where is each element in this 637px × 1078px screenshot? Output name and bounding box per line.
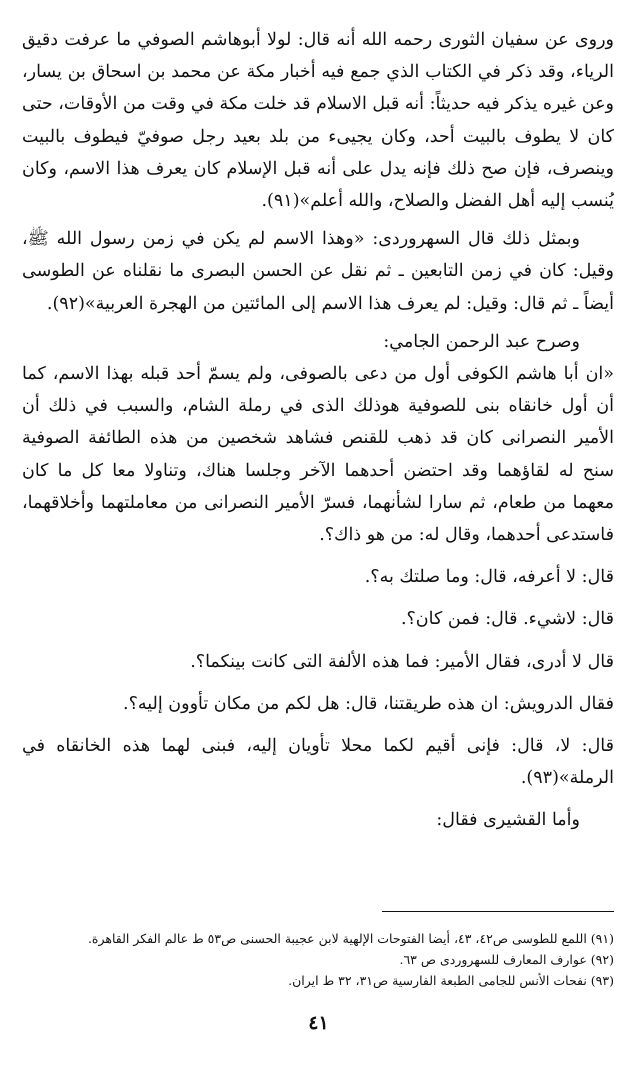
dialogue-line-1: قال: لا أعرفه، قال: وما صلتك به؟.: [364, 567, 614, 588]
dialogue-line-2: قال: لاشيء. قال: فمن كان؟.: [400, 609, 614, 630]
footnote-divider: [382, 911, 614, 912]
main-text: [22, 24, 614, 837]
footnote-93: (٩٣) نفحات الأنس للجامى الطبعة الفارسية ص٣١، ٣٢ ط ايران.: [288, 973, 614, 988]
paragraph-sufyan-thawri: وروى عن سفيان الثورى رحمه الله أنه قال: لولا أبوهاشم الصوفي ما عرفت دقيق الرياء، وقد ذكر في الكتاب الذي جمع فيه أخبار مكة عن محمد بن اسحاق بن يسار، وعن غيره يذكر فيه حديثاً: أنه قبل الاسلام قد خلت مكة في وقت من الأوقات، حتى كان لا يطوف بالبيت أحد، وكان يجيىء من بلد بعيد رجل صوفيّ فيطوف بالبيت وينصرف، فإن صح ذلك فإنه يدل على أنه قبل الإسلام كان يعرف هذا الاسم، وكان يُنسب إليه أهل الفضل والصلاح، والله أعلم»(٩١).: [22, 30, 614, 212]
paragraph-jami-intro: وصرح عبد الرحمن الجامي:: [383, 331, 580, 352]
dialogue-line-4: فقال الدرويش: ان هذه طريقتنا، قال: هل لكم من مكان تأوون إليه؟.: [123, 693, 614, 714]
footnotes: [22, 928, 614, 991]
footnote-92: (٩٢) عوارف المعارف للسهروردى ص ٦٣.: [399, 952, 614, 967]
footnote-91: (٩١) اللمع للطوسى ص٤٢، ٤٣، أيضا الفتوحات الإلهية لابن عجيبة الحسنى ص٥٣ ط عالم الفكر القاهرة.: [87, 931, 614, 946]
dialogue-line-3: قال لا أدرى، فقال الأمير: فما هذه الألفة التى كانت بينكما؟.: [190, 651, 614, 672]
dialogue-line-5: قال: لا، قال: فإنى أقيم لكما محلا تأويان إليه، فبنى لهما هذه الخانقاه في الرملة»(٩٣).: [22, 736, 614, 789]
paragraph-qushayri-intro: وأما القشيرى فقال:: [436, 810, 580, 831]
paragraph-jami-quote: «ان أبا هاشم الكوفى أول من دعى بالصوفى، ولم يسمّ أحد قبله بهذا الاسم، كما أن أول خانقاه بنى للصوفية هوذلك الذى في رملة الشام، والسبب في ذلك أن الأمير النصرانى كان قد ذهب للقنص فشاهد شخصين من هذه الطائفة الصوفية سنح له لقاؤهما وقد احتضن أحدهما الآخر وجلسا هناك، وتناولا معا كل ما كان معهما من طعام، ثم سارا لشأنهما، فسرّ الأمير النصرانى من معاملتهما وأخلاقهما، فاستدعى أحدهما، وقال له: من هو ذاك؟.: [22, 364, 614, 546]
page-number: ٤١: [308, 1012, 329, 1034]
paragraph-suhrawardi: وبمثل ذلك قال السهروردى: «وهذا الاسم لم يكن في زمن رسول الله ﷺ، وقيل: كان في زمن التابعين ـ ثم نقل عن الحسن البصرى ما نقلناه عن الطوسى أيضاً ـ ثم قال: وقيل: لم يعرف هذا الاسم إلى المائتين من الهجرة العربية»(٩٢).: [22, 229, 614, 314]
